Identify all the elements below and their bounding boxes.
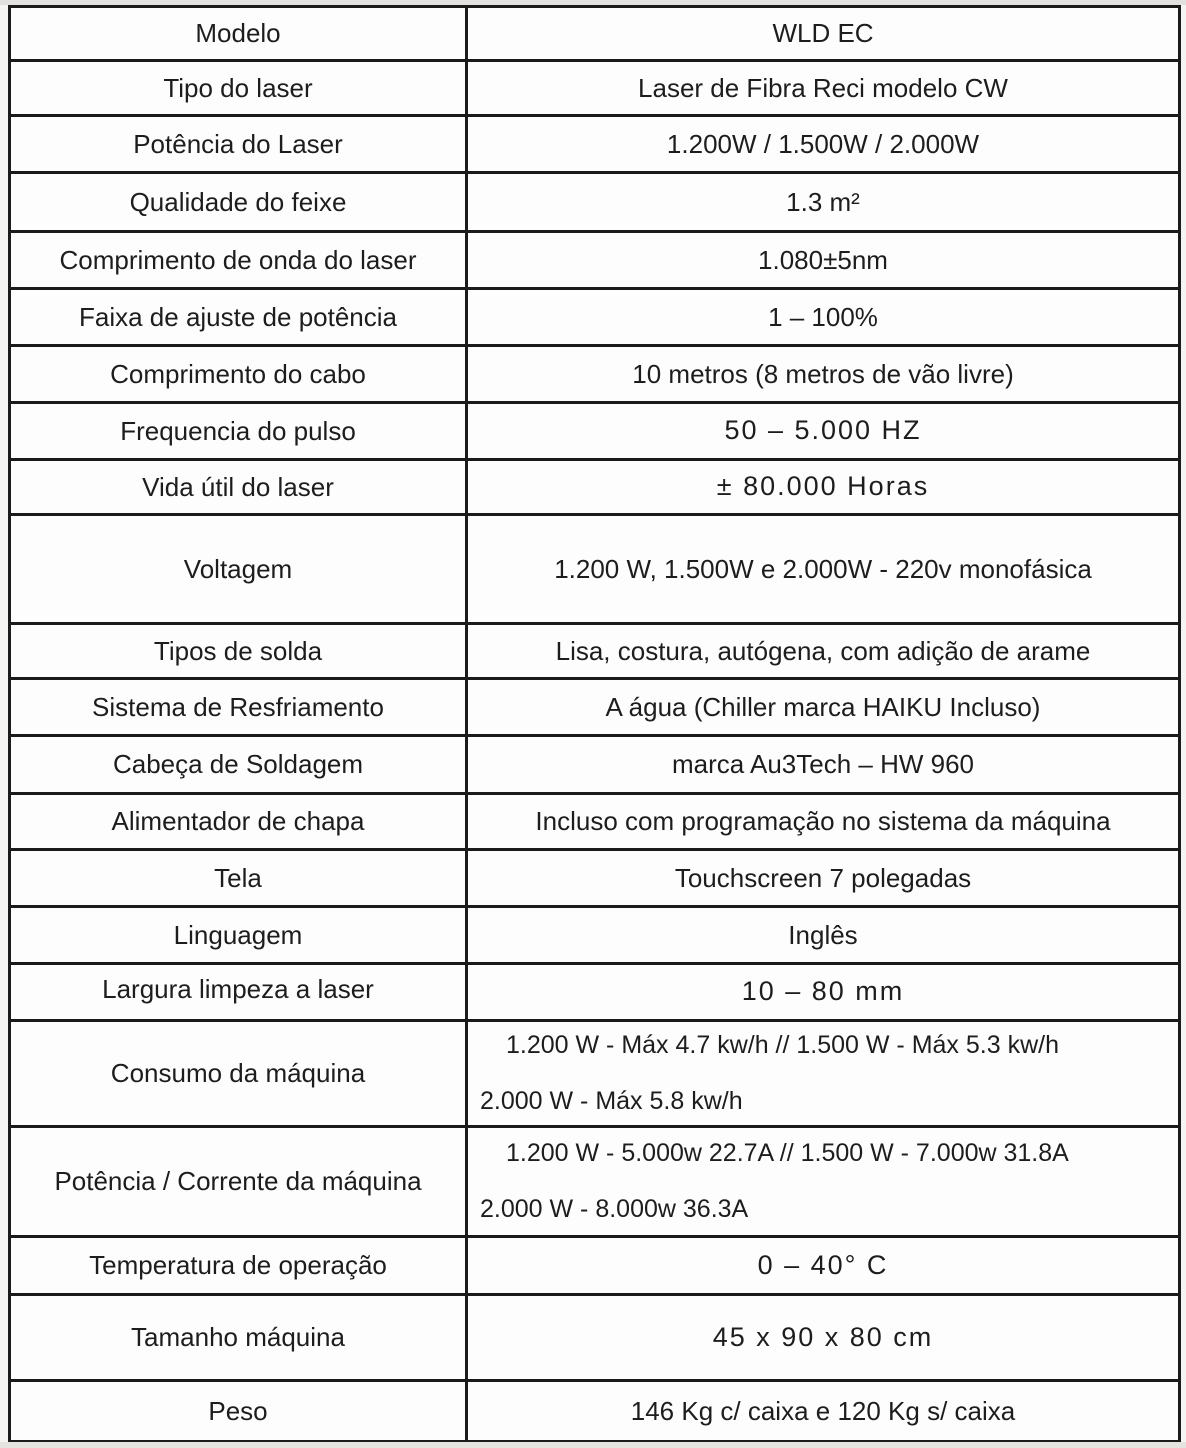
spec-label: Consumo da máquina [11,1022,468,1125]
spec-label: Sistema de Resfriamento [11,680,468,734]
spec-row [11,290,1178,347]
spec-label: Modelo [11,8,468,59]
spec-value: 1 – 100% [768,301,878,332]
spec-row [11,680,1178,737]
spec-row [11,174,1178,233]
spec-row [11,347,1178,404]
spec-row [11,461,1178,516]
spec-label: Potência / Corrente da máquina [11,1128,468,1235]
spec-value: Touchscreen 7 polegadas [674,862,972,893]
spec-value: 1.200 W, 1.500W e 2.000W - 220v monofásica [554,553,1092,584]
spec-label: Temperatura de operação [11,1238,468,1293]
spec-label: Tela [11,851,468,905]
spec-label: Cabeça de Soldagem [11,737,468,792]
spec-value-line: 2.000 W - Máx 5.8 kw/h [480,1086,743,1115]
spec-value: Inglês [788,919,858,950]
spec-row [11,1382,1178,1440]
spec-label: Vida útil do laser [11,461,468,513]
spec-row [11,62,1178,117]
spec-row [11,1128,1178,1238]
spec-label: Comprimento de onda do laser [11,233,468,287]
spec-label: Alimentador de chapa [11,795,468,848]
spec-value: Incluso com programação no sistema da máquina [535,806,1111,837]
spec-value: 1.3 m² [786,186,860,217]
spec-table [8,5,1181,1443]
spec-value: Laser de Fibra Reci modelo CW [638,72,1008,103]
spec-label: Qualidade do feixe [11,174,468,230]
spec-value: 50 – 5.000 HZ [724,415,922,446]
spec-value: 0 – 40° C [757,1249,889,1280]
spec-label: Potência do Laser [11,117,468,171]
spec-value-line: 1.200 W - Máx 4.7 kw/h // 1.500 W - Máx 5.3 kw/h [506,1031,1059,1060]
spec-value: Lisa, costura, autógena, com adição de arame [555,635,1091,666]
spec-value: 1.080±5nm [758,244,888,275]
page-bottom-edge [0,1442,1186,1448]
spec-row [11,1296,1178,1382]
spec-row [11,965,1178,1022]
spec-row [11,737,1178,795]
spec-label: Tamanho máquina [11,1296,468,1379]
spec-row [11,851,1178,908]
spec-row [11,1022,1178,1128]
spec-label: Comprimento do cabo [11,347,468,401]
spec-value-line: 2.000 W - 8.000w 36.3A [480,1194,749,1223]
spec-label: Largura limpeza a laser [11,965,468,1019]
spec-value: A água (Chiller marca HAIKU Incluso) [605,691,1041,722]
spec-value: 1.200W / 1.500W / 2.000W [666,128,980,159]
spec-label: Frequencia do pulso [11,404,468,458]
spec-row [11,1238,1178,1296]
spec-row [11,795,1178,851]
spec-row [11,117,1178,174]
spec-value: 146 Kg c/ caixa e 120 Kg s/ caixa [630,1395,1016,1426]
spec-value-line: 1.200 W - 5.000w 22.7A // 1.500 W - 7.000w 31.8A [506,1139,1069,1168]
spec-value: marca Au3Tech – HW 960 [671,749,975,780]
spec-label: Linguagem [11,908,468,962]
spec-value: 10 metros (8 metros de vão livre) [632,358,1014,389]
spec-value [468,1022,1178,1125]
spec-row [11,625,1178,680]
spec-value: 45 x 90 x 80 cm [712,1321,934,1352]
spec-label: Tipos de solda [11,625,468,677]
spec-row [11,233,1178,290]
spec-label: Faixa de ajuste de potência [11,290,468,344]
spec-row [11,8,1178,62]
spec-row [11,908,1178,965]
spec-value: 10 – 80 mm [741,976,905,1007]
spec-row [11,404,1178,461]
spec-label: Tipo do laser [11,62,468,114]
spec-value: ± 80.000 Horas [716,471,930,502]
spec-value: WLD EC [772,18,874,49]
spec-label: Voltagem [11,516,468,622]
spec-row [11,516,1178,625]
spec-label: Peso [11,1382,468,1440]
spec-value [468,1128,1178,1235]
